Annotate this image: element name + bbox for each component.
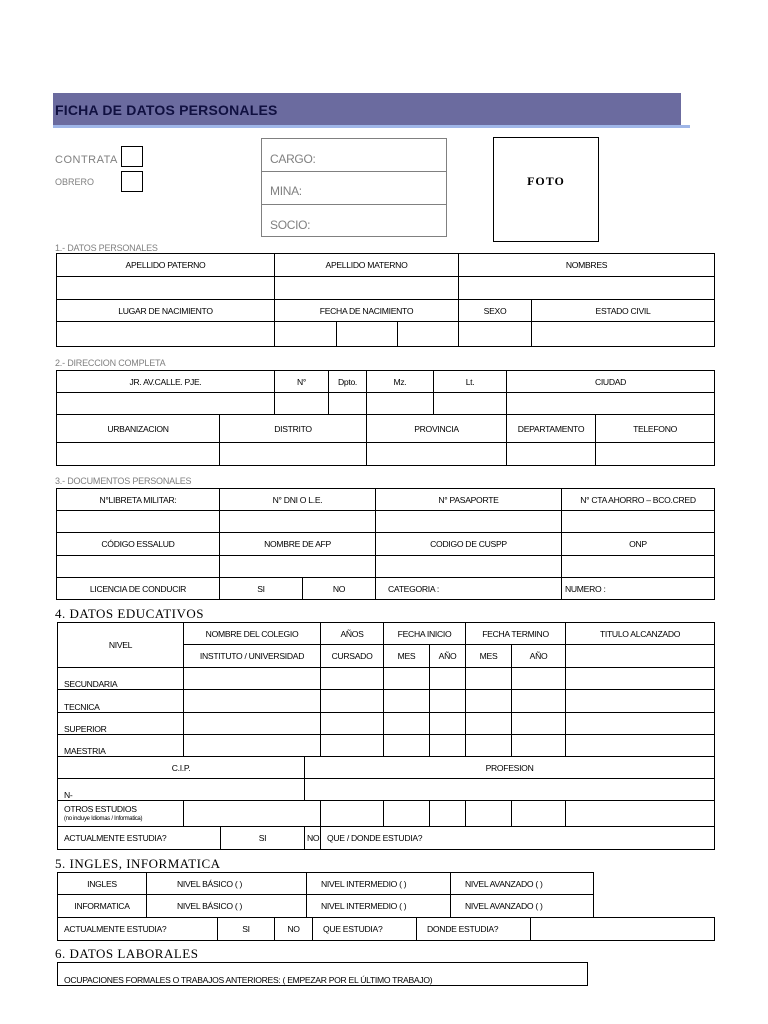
section-1-title: 1.- DATOS PERSONALES [55, 243, 158, 253]
termino-ano-input[interactable] [512, 690, 566, 713]
afp-header: NOMBRE DE AFP [220, 533, 376, 556]
inicio-mes-input[interactable] [384, 735, 430, 757]
informatica-basico-option[interactable]: NIVEL BÁSICO ( ) [147, 895, 307, 918]
inicio-mes-header: MES [384, 645, 430, 668]
apellido-materno-input[interactable] [275, 277, 459, 300]
anos-header: AÑOS [321, 623, 384, 645]
termino-mes-header: MES [466, 645, 512, 668]
datos-educativos-table [57, 622, 715, 850]
contrata-checkbox[interactable] [121, 146, 143, 167]
licencia-label: LICENCIA DE CONDUCIR [57, 578, 220, 600]
sexo-input[interactable] [459, 322, 532, 347]
onp-input[interactable] [562, 556, 715, 578]
nombres-header: NOMBRES [459, 254, 715, 277]
section-4-title: 4. DATOS EDUCATIVOS [55, 606, 205, 621]
otros-estudios-note: (no incluye Idiomas / Informatica) [64, 815, 143, 822]
cta-header: N° CTA AHORRO – BCO.CRED [562, 489, 715, 511]
cursado-input[interactable] [321, 690, 384, 713]
ciudad-header: CIUDAD [507, 371, 715, 393]
cuspp-header: CODIGO DE CUSPP [376, 533, 562, 556]
termino-mes-input[interactable] [466, 690, 512, 713]
termino-mes-input[interactable] [466, 735, 512, 757]
apellido-paterno-input[interactable] [57, 277, 275, 300]
termino-mes-input[interactable] [466, 713, 512, 735]
onp-header: ONP [562, 533, 715, 556]
ingles-avanzado-option[interactable]: NIVEL AVANZADO ( ) [451, 873, 594, 895]
departamento-input[interactable] [507, 443, 596, 466]
libreta-input[interactable] [57, 511, 220, 533]
donde-estudia-input[interactable] [531, 918, 715, 941]
dni-input[interactable] [220, 511, 376, 533]
termino-ano-input[interactable] [512, 735, 566, 757]
dpto-header: Dpto. [329, 371, 367, 393]
pasaporte-input[interactable] [376, 511, 562, 533]
inicio-mes-input[interactable] [384, 690, 430, 713]
estado-civil-input[interactable] [532, 322, 715, 347]
essalud-input[interactable] [57, 556, 220, 578]
cip-input[interactable]: N- [58, 779, 305, 801]
otros-inicio-mes-input[interactable] [384, 801, 430, 827]
nivel-row-label: SUPERIOR [58, 713, 184, 735]
inicio-mes-input[interactable] [384, 713, 430, 735]
inicio-ano-input[interactable] [430, 690, 466, 713]
nivel-header: NIVEL [58, 623, 184, 668]
fecha-nacimiento-header: FECHA DE NACIMIENTO [275, 300, 459, 322]
categoria-field[interactable]: CATEGORIA : [376, 578, 562, 600]
photo-box[interactable] [493, 137, 599, 242]
ingles-basico-option[interactable]: NIVEL BÁSICO ( ) [147, 873, 307, 895]
nivel-row-label: MAESTRIA [58, 735, 184, 757]
ingles-actualmente-label: ACTUALMENTE ESTUDIA? [58, 918, 218, 941]
ocupaciones-header: OCUPACIONES FORMALES O TRABAJOS ANTERIORES: ( EMPEZAR POR EL ÚLTIMO TRABAJO) [58, 963, 588, 986]
informatica-label: INFORMATICA [58, 895, 147, 918]
libreta-header: N°LIBRETA MILITAR: [57, 489, 220, 511]
numero-field[interactable]: NUMERO : [562, 578, 715, 600]
fecha-ano-input[interactable] [398, 322, 459, 347]
essalud-header: CÓDIGO ESSALUD [57, 533, 220, 556]
calle-header: JR. AV.CALLE. PJE. [57, 371, 275, 393]
lt-header: Lt. [434, 371, 507, 393]
ciudad-input[interactable] [507, 393, 715, 415]
estado-civil-header: ESTADO CIVIL [532, 300, 715, 322]
inicio-ano-header: AÑO [430, 645, 466, 668]
pasaporte-header: N° PASAPORTE [376, 489, 562, 511]
colegio-input[interactable] [184, 690, 321, 713]
titulo-input[interactable] [566, 690, 715, 713]
apellido-materno-header: APELLIDO MATERNO [275, 254, 459, 277]
direccion-table [56, 370, 715, 466]
otros-estudios-label: OTROS ESTUDIOS [64, 803, 137, 814]
cursado-header: CURSADO [321, 645, 384, 668]
afp-input[interactable] [220, 556, 376, 578]
nombres-input[interactable] [459, 277, 715, 300]
numero-header: N° [275, 371, 329, 393]
ingles-estudia-table [57, 917, 715, 941]
actualmente-estudia-label: ACTUALMENTE ESTUDIA? [58, 827, 221, 850]
fecha-termino-header: FECHA TERMINO [466, 623, 566, 645]
termino-ano-input[interactable] [512, 713, 566, 735]
fecha-inicio-header: FECHA INICIO [384, 623, 466, 645]
socio-field[interactable] [261, 204, 447, 237]
actualmente-si[interactable]: SI [221, 827, 305, 850]
section-6-title: 6. DATOS LABORALES [55, 946, 199, 961]
colegio-input[interactable] [184, 713, 321, 735]
inicio-ano-input[interactable] [430, 735, 466, 757]
otros-inicio-ano-input[interactable] [430, 801, 466, 827]
licencia-si[interactable]: SI [220, 578, 303, 600]
otros-titulo-input[interactable] [566, 801, 715, 827]
profesion-header: PROFESION [305, 757, 715, 779]
nivel-row-label: SECUNDARIA [58, 668, 184, 690]
otros-termino-ano-input[interactable] [512, 801, 566, 827]
urbanizacion-header: URBANIZACION [57, 415, 220, 443]
cursado-input[interactable] [321, 713, 384, 735]
socio-label: SOCIO: [270, 218, 311, 232]
otros-termino-mes-input[interactable] [466, 801, 512, 827]
mz-input[interactable] [367, 393, 434, 415]
cip-header: C.I.P. [58, 757, 305, 779]
fecha-mes-input[interactable] [337, 322, 398, 347]
otros-cursado-input[interactable] [321, 801, 384, 827]
cargo-field[interactable] [261, 138, 447, 172]
lt-input[interactable] [434, 393, 507, 415]
ingles-intermedio-option[interactable]: NIVEL INTERMEDIO ( ) [307, 873, 451, 895]
sexo-header: SEXO [459, 300, 532, 322]
termino-ano-header: AÑO [512, 645, 566, 668]
cargo-label: CARGO: [270, 152, 316, 166]
inicio-mes-input[interactable] [384, 668, 430, 690]
lugar-nacimiento-header: LUGAR DE NACIMIENTO [57, 300, 275, 322]
documentos-table [56, 488, 715, 600]
inicio-ano-input[interactable] [430, 668, 466, 690]
ingles-actualmente-si[interactable]: SI [218, 918, 275, 941]
apellido-paterno-header: APELLIDO PATERNO [57, 254, 275, 277]
section-5-title: 5. INGLES, INFORMATICA [55, 856, 221, 871]
nivel-row-label: TECNICA [58, 690, 184, 713]
cta-input[interactable] [562, 511, 715, 533]
photo-label: FOTO [527, 174, 565, 188]
cuspp-input[interactable] [376, 556, 562, 578]
header-underline [53, 125, 690, 128]
colegio-input[interactable] [184, 668, 321, 690]
datos-laborales-table [57, 962, 588, 986]
section-2-title: 2.- DIRECCION COMPLETA [55, 358, 166, 368]
titulo-subheader [566, 645, 715, 668]
dni-header: N° DNI O L.E. [220, 489, 376, 511]
obrero-checkbox[interactable] [121, 171, 143, 192]
informatica-avanzado-option[interactable]: NIVEL AVANZADO ( ) [451, 895, 594, 918]
otros-colegio-input[interactable] [184, 801, 321, 827]
provincia-header: PROVINCIA [367, 415, 507, 443]
inicio-ano-input[interactable] [430, 713, 466, 735]
cursado-input[interactable] [321, 735, 384, 757]
colegio-header-2: INSTITUTO / UNIVERSIDAD [184, 645, 321, 668]
termino-mes-input[interactable] [466, 668, 512, 690]
cursado-input[interactable] [321, 668, 384, 690]
colegio-header-1: NOMBRE DEL COLEGIO [184, 623, 321, 645]
departamento-header: DEPARTAMENTO [507, 415, 596, 443]
provincia-input[interactable] [367, 443, 507, 466]
titulo-input[interactable] [566, 668, 715, 690]
numero-input[interactable] [275, 393, 329, 415]
termino-ano-input[interactable] [512, 668, 566, 690]
lugar-nacimiento-input[interactable] [57, 322, 275, 347]
distrito-input[interactable] [220, 443, 367, 466]
actualmente-no[interactable]: NO [305, 827, 321, 850]
titulo-input[interactable] [566, 713, 715, 735]
telefono-header: TELEFONO [596, 415, 715, 443]
donde-estudia-field[interactable]: DONDE ESTUDIA? [417, 918, 531, 941]
ingles-informatica-table [57, 872, 594, 918]
titulo-header: TITULO ALCANZADO [566, 623, 715, 645]
page-title: FICHA DE DATOS PERSONALES [55, 102, 278, 118]
colegio-input[interactable] [184, 735, 321, 757]
profesion-input[interactable] [305, 779, 715, 801]
licencia-no[interactable]: NO [303, 578, 376, 600]
ingles-label: INGLES [58, 873, 147, 895]
obrero-label: OBRERO [55, 177, 95, 187]
ingles-actualmente-no[interactable]: NO [275, 918, 313, 941]
contrata-label: CONTRATA [55, 154, 118, 166]
calle-input[interactable] [57, 393, 275, 415]
fecha-dia-input[interactable] [275, 322, 337, 347]
mina-label: MINA: [270, 184, 302, 198]
que-estudia-field[interactable]: QUE ESTUDIA? [313, 918, 417, 941]
mina-field[interactable] [261, 171, 447, 205]
distrito-header: DISTRITO [220, 415, 367, 443]
titulo-input[interactable] [566, 735, 715, 757]
mz-header: Mz. [367, 371, 434, 393]
telefono-input[interactable] [596, 443, 715, 466]
datos-personales-table [56, 253, 715, 347]
informatica-intermedio-option[interactable]: NIVEL INTERMEDIO ( ) [307, 895, 451, 918]
urbanizacion-input[interactable] [57, 443, 220, 466]
dpto-input[interactable] [329, 393, 367, 415]
section-3-title: 3.- DOCUMENTOS PERSONALES [55, 476, 192, 486]
que-donde-estudia-field[interactable]: QUE / DONDE ESTUDIA? [321, 827, 715, 850]
